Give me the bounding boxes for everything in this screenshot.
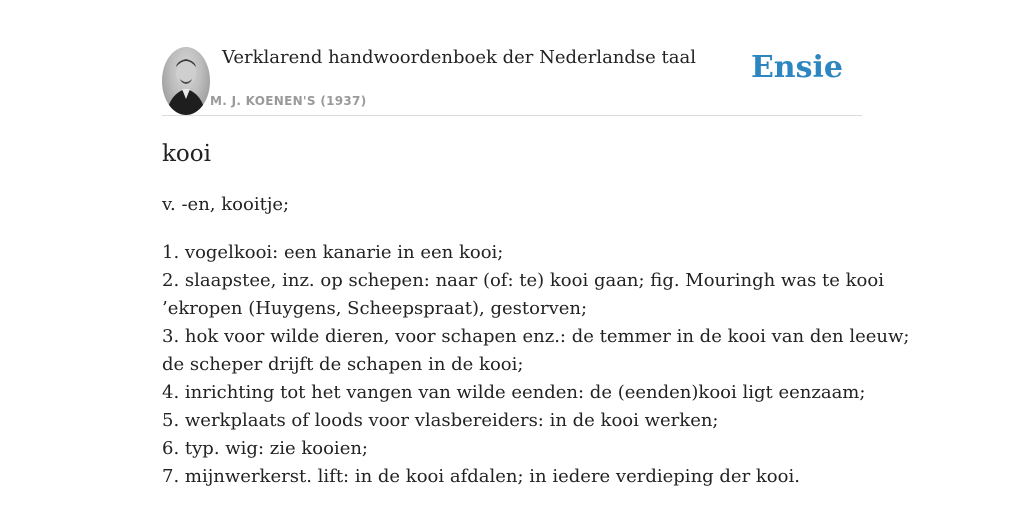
brand-logo-link[interactable]: Ensie [750,50,843,85]
definition-line: 7. mijnwerkerst. lift: in de kooi afdalen; in iedere verdieping der kooi. [162,466,800,487]
author-portrait-icon [162,47,210,115]
dictionary-header [162,44,862,116]
definition-line: ’ekropen (Huygens, Scheepspraat), gestorven; [162,298,588,319]
definition-line: 3. hok voor wilde dieren, voor schapen enz.: de temmer in de kooi van den leeuw; [162,326,910,347]
definition-line: 6. typ. wig: zie kooien; [162,438,368,459]
definition-line: 5. werkplaats of loods voor vlasbereiders: in de kooi werken; [162,410,719,431]
definition-line: 2. slaapstee, inz. op schepen: naar (of: te) kooi gaan; fig. Mouringh was te kooi [162,270,884,291]
definition-list [162,239,910,491]
definition-line: 1. vogelkooi: een kanarie in een kooi; [162,242,504,263]
book-title: Verklarend handwoordenboek der Nederlandse taal [222,47,696,68]
definition-line: 4. inrichting tot het vangen van wilde eenden: de (eenden)kooi ligt eenzaam; [162,382,866,403]
book-author: M. J. KOENEN'S (1937) [210,94,367,108]
entry-headword: kooi [162,141,211,167]
definition-line: de scheper drijft de schapen in de kooi; [162,354,524,375]
entry-grammar: v. -en, kooitje; [162,194,290,215]
